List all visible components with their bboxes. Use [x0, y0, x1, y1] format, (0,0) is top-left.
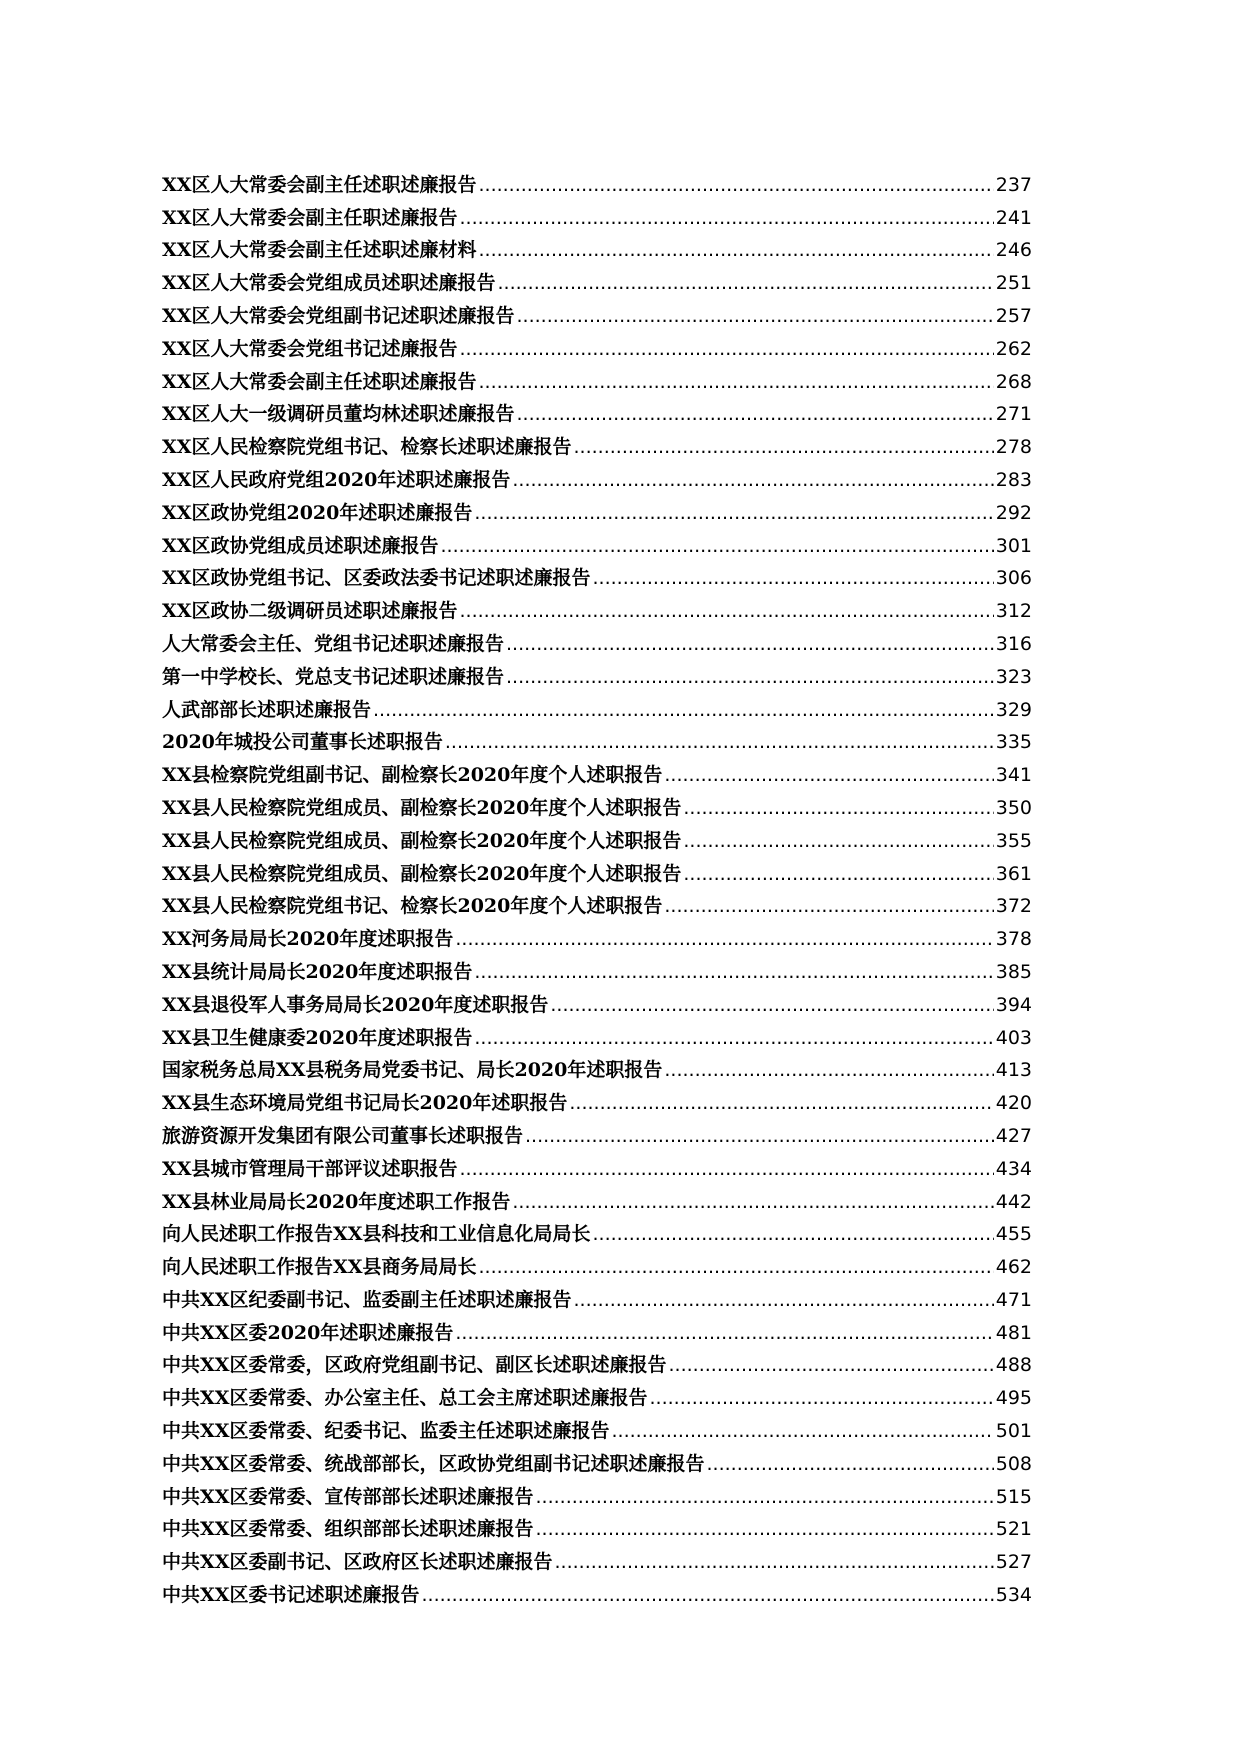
- toc-entry-page-number: 335: [995, 731, 1032, 754]
- toc-dot-leader: [569, 1091, 993, 1115]
- toc-entry-title: XX县人民检察院党组书记、检察长2020年度个人述职报告: [162, 895, 663, 918]
- toc-entry-page-number: 251: [995, 272, 1032, 295]
- toc-entry-page-number: 501: [995, 1420, 1032, 1443]
- toc-dot-leader: [512, 468, 993, 492]
- toc-entry[interactable]: [162, 1082, 1032, 1115]
- toc-entry-title: XX县人民检察院党组成员、副检察长2020年度个人述职报告: [162, 862, 682, 885]
- toc-entry-title: XX县生态环境局党组书记局长2020年述职报告: [162, 1092, 568, 1115]
- toc-dot-leader: [664, 894, 993, 918]
- toc-dot-leader: [536, 1485, 994, 1509]
- toc-dot-leader: [445, 730, 994, 754]
- toc-entry-title: XX县检察院党组副书记、副检察长2020年度个人述职报告: [162, 764, 663, 787]
- toc-entry-page-number: 394: [995, 993, 1032, 1016]
- toc-entry[interactable]: [162, 394, 1032, 427]
- toc-entry[interactable]: [162, 328, 1032, 361]
- toc-dot-leader: [593, 1222, 994, 1246]
- toc-entry-page-number: 271: [995, 403, 1032, 426]
- toc-dot-leader: [517, 304, 994, 328]
- toc-dot-leader: [478, 238, 993, 262]
- toc-entry[interactable]: [162, 426, 1032, 459]
- toc-dot-leader: [683, 796, 993, 820]
- toc-dot-leader: [664, 1058, 993, 1082]
- toc-dot-leader: [474, 501, 993, 525]
- toc-entry-page-number: 378: [995, 928, 1032, 951]
- toc-entry-page-number: 420: [995, 1092, 1032, 1115]
- toc-dot-leader: [555, 1550, 994, 1574]
- toc-entry-title: 中共XX区委常委、办公室主任、总工会主席述职述廉报告: [162, 1387, 648, 1410]
- toc-entry[interactable]: [162, 886, 1032, 919]
- toc-entry-title: 中共XX区委常委、统战部部长，区政协党组副书记述职述廉报告: [162, 1452, 705, 1475]
- toc-dot-leader: [683, 862, 993, 886]
- toc-entry-page-number: 361: [995, 862, 1032, 885]
- toc-entry-page-number: 508: [995, 1452, 1032, 1475]
- toc-entry-page-number: 534: [995, 1584, 1032, 1607]
- toc-dot-leader: [574, 1288, 994, 1312]
- toc-entry[interactable]: [162, 820, 1032, 853]
- toc-entry-page-number: 323: [995, 665, 1032, 688]
- toc-entry[interactable]: [162, 230, 1032, 263]
- toc-entry-page-number: 527: [995, 1551, 1032, 1574]
- toc-entry-page-number: 268: [995, 370, 1032, 393]
- toc-entry-title: 第一中学校长、党总支书记述职述廉报告: [162, 665, 505, 688]
- toc-entry[interactable]: [162, 361, 1032, 394]
- toc-dot-leader: [497, 271, 993, 295]
- toc-entry[interactable]: [162, 1574, 1032, 1607]
- toc-dot-leader: [550, 993, 993, 1017]
- toc-dot-leader: [474, 960, 993, 984]
- toc-entry-page-number: 257: [995, 304, 1032, 327]
- toc-entry-title: XX区人大常委会党组成员述职述廉报告: [162, 272, 496, 295]
- toc-dot-leader: [421, 1583, 993, 1607]
- toc-entry-title: XX区政协党组成员述职述廉报告: [162, 534, 439, 557]
- toc-entry-title: 旅游资源开发集团有限公司董事长述职报告: [162, 1124, 524, 1147]
- toc-entry[interactable]: [162, 951, 1032, 984]
- toc-entry-title: XX区政协党组2020年述职述廉报告: [162, 501, 473, 524]
- toc-entry-page-number: 292: [995, 501, 1032, 524]
- toc-entry-title: XX区人大常委会党组副书记述职述廉报告: [162, 304, 515, 327]
- toc-entry-title: XX区人大常委会副主任述职述廉报告: [162, 370, 477, 393]
- toc-entry-title: 向人民述职工作报告XX县科技和工业信息化局局长: [162, 1223, 591, 1246]
- toc-dot-leader: [459, 599, 993, 623]
- toc-entry[interactable]: [162, 1541, 1032, 1574]
- toc-entry[interactable]: [162, 1279, 1032, 1312]
- toc-entry-title: 中共XX区纪委副书记、监委副主任述职述廉报告: [162, 1288, 572, 1311]
- toc-entry-page-number: 283: [995, 468, 1032, 491]
- toc-entry-page-number: 495: [995, 1387, 1032, 1410]
- toc-entry[interactable]: [162, 492, 1032, 525]
- toc-entry-title: XX县林业局局长2020年度述职工作报告: [162, 1190, 511, 1213]
- toc-entry[interactable]: [162, 262, 1032, 295]
- toc-entry-title: 国家税务总局XX县税务局党委书记、局长2020年述职报告: [162, 1059, 663, 1082]
- toc-entry[interactable]: [162, 558, 1032, 591]
- toc-entry-page-number: 413: [995, 1059, 1032, 1082]
- toc-entry-title: 中共XX区委2020年述职述廉报告: [162, 1321, 454, 1344]
- toc-entry-title: XX县退役军人事务局局长2020年度述职报告: [162, 993, 549, 1016]
- toc-entry-page-number: 301: [995, 534, 1032, 557]
- toc-entry-page-number: 427: [995, 1124, 1032, 1147]
- toc-dot-leader: [525, 1124, 994, 1148]
- toc-entry-page-number: 434: [995, 1157, 1032, 1180]
- toc-dot-leader: [512, 1190, 993, 1214]
- toc-entry[interactable]: [162, 984, 1032, 1017]
- toc-entry-page-number: 515: [995, 1485, 1032, 1508]
- toc-entry-title: XX区人大常委会副主任述职述廉材料: [162, 239, 477, 262]
- toc-dot-leader: [574, 435, 994, 459]
- toc-entry-title: 2020年城投公司董事长述职报告: [162, 731, 443, 754]
- toc-entry-title: XX县城市管理局干部评议述职报告: [162, 1157, 458, 1180]
- toc-entry-title: XX区人大一级调研员董均林述职述廉报告: [162, 403, 515, 426]
- toc-entry[interactable]: [162, 1443, 1032, 1476]
- toc-dot-leader: [478, 173, 993, 197]
- toc-entry[interactable]: [162, 1246, 1032, 1279]
- toc-entry-title: XX区人民政府党组2020年述职述廉报告: [162, 468, 511, 491]
- toc-entry-title: XX区政协二级调研员述职述廉报告: [162, 600, 458, 623]
- toc-entry-title: 人武部部长述职述廉报告: [162, 698, 372, 721]
- toc-entry[interactable]: [162, 1050, 1032, 1083]
- toc-entry-page-number: 455: [995, 1223, 1032, 1246]
- toc-entry[interactable]: [162, 1377, 1032, 1410]
- toc-dot-leader: [459, 206, 993, 230]
- table-of-contents: [162, 164, 1032, 1607]
- toc-entry[interactable]: [162, 1181, 1032, 1214]
- toc-dot-leader: [373, 698, 994, 722]
- toc-entry[interactable]: [162, 1312, 1032, 1345]
- toc-dot-leader: [440, 534, 993, 558]
- toc-dot-leader: [478, 370, 993, 394]
- toc-entry-page-number: 316: [995, 632, 1032, 655]
- toc-entry-title: XX县人民检察院党组成员、副检察长2020年度个人述职报告: [162, 796, 682, 819]
- toc-dot-leader: [459, 1157, 993, 1181]
- toc-entry[interactable]: [162, 295, 1032, 328]
- toc-entry[interactable]: [162, 853, 1032, 886]
- toc-entry[interactable]: [162, 1115, 1032, 1148]
- toc-entry[interactable]: [162, 656, 1032, 689]
- toc-entry-title: XX区人大常委会副主任职述廉报告: [162, 206, 458, 229]
- toc-entry-title: 中共XX区委常委，区政府党组副书记、副区长述职述廉报告: [162, 1354, 667, 1377]
- toc-entry[interactable]: [162, 1345, 1032, 1378]
- toc-dot-leader: [474, 1026, 993, 1050]
- toc-entry-page-number: 372: [995, 895, 1032, 918]
- toc-dot-leader: [593, 566, 994, 590]
- toc-entry[interactable]: [162, 722, 1032, 755]
- toc-dot-leader: [683, 829, 993, 853]
- toc-entry-page-number: 521: [995, 1518, 1032, 1541]
- toc-entry[interactable]: [162, 918, 1032, 951]
- toc-entry-page-number: 246: [995, 239, 1032, 262]
- toc-dot-leader: [506, 632, 994, 656]
- toc-entry[interactable]: [162, 459, 1032, 492]
- toc-entry-title: XX县统计局局长2020年度述职报告: [162, 960, 473, 983]
- toc-dot-leader: [669, 1353, 994, 1377]
- toc-entry-title: 人大常委会主任、党组书记述职述廉报告: [162, 632, 505, 655]
- toc-entry-page-number: 403: [995, 1026, 1032, 1049]
- toc-dot-leader: [517, 402, 994, 426]
- toc-entry[interactable]: [162, 623, 1032, 656]
- toc-entry-page-number: 278: [995, 436, 1032, 459]
- toc-entry-page-number: 306: [995, 567, 1032, 590]
- toc-entry-page-number: 488: [995, 1354, 1032, 1377]
- toc-dot-leader: [478, 1255, 993, 1279]
- toc-dot-leader: [650, 1386, 994, 1410]
- toc-entry-page-number: 237: [995, 173, 1032, 196]
- toc-entry-page-number: 241: [995, 206, 1032, 229]
- toc-entry-title: XX河务局局长2020年度述职报告: [162, 928, 454, 951]
- toc-entry-title: 中共XX区委副书记、区政府区长述职述廉报告: [162, 1551, 553, 1574]
- toc-dot-leader: [455, 927, 993, 951]
- toc-entry-page-number: 462: [995, 1256, 1032, 1279]
- toc-entry-page-number: 385: [995, 960, 1032, 983]
- toc-entry[interactable]: [162, 1214, 1032, 1247]
- toc-entry[interactable]: [162, 787, 1032, 820]
- toc-dot-leader: [664, 763, 993, 787]
- toc-entry-title: 中共XX区委书记述职述廉报告: [162, 1584, 420, 1607]
- toc-entry-title: XX区人民检察院党组书记、检察长述职述廉报告: [162, 436, 572, 459]
- toc-entry-page-number: 355: [995, 829, 1032, 852]
- toc-entry[interactable]: [162, 1410, 1032, 1443]
- toc-dot-leader: [506, 665, 994, 689]
- toc-entry[interactable]: [162, 1148, 1032, 1181]
- toc-entry[interactable]: [162, 525, 1032, 558]
- toc-dot-leader: [707, 1452, 994, 1476]
- toc-entry[interactable]: [162, 689, 1032, 722]
- toc-entry[interactable]: [162, 590, 1032, 623]
- toc-entry-title: 中共XX区委常委、宣传部部长述职述廉报告: [162, 1485, 534, 1508]
- toc-entry[interactable]: [162, 1476, 1032, 1509]
- toc-dot-leader: [536, 1517, 994, 1541]
- toc-dot-leader: [612, 1419, 994, 1443]
- toc-entry-title: XX县人民检察院党组成员、副检察长2020年度个人述职报告: [162, 829, 682, 852]
- toc-dot-leader: [455, 1321, 993, 1345]
- toc-entry-title: XX区人大常委会党组书记述廉报告: [162, 337, 458, 360]
- toc-entry-page-number: 341: [995, 764, 1032, 787]
- toc-entry[interactable]: [162, 164, 1032, 197]
- toc-entry-title: XX区政协党组书记、区委政法委书记述职述廉报告: [162, 567, 591, 590]
- toc-entry-title: 向人民述职工作报告XX县商务局局长: [162, 1256, 477, 1279]
- toc-entry[interactable]: [162, 754, 1032, 787]
- toc-entry-page-number: 329: [995, 698, 1032, 721]
- toc-entry-page-number: 312: [995, 600, 1032, 623]
- toc-entry-page-number: 262: [995, 337, 1032, 360]
- toc-entry-page-number: 350: [995, 796, 1032, 819]
- toc-entry-page-number: 471: [995, 1288, 1032, 1311]
- toc-entry[interactable]: [162, 1017, 1032, 1050]
- toc-entry-title: 中共XX区委常委、组织部部长述职述廉报告: [162, 1518, 534, 1541]
- toc-entry-title: XX区人大常委会副主任述职述廉报告: [162, 173, 477, 196]
- toc-entry-page-number: 481: [995, 1321, 1032, 1344]
- toc-entry[interactable]: [162, 197, 1032, 230]
- toc-dot-leader: [459, 337, 993, 361]
- toc-entry-page-number: 442: [995, 1190, 1032, 1213]
- toc-entry-title: 中共XX区委常委、纪委书记、监委主任述职述廉报告: [162, 1420, 610, 1443]
- toc-entry-title: XX县卫生健康委2020年度述职报告: [162, 1026, 473, 1049]
- toc-entry[interactable]: [162, 1509, 1032, 1542]
